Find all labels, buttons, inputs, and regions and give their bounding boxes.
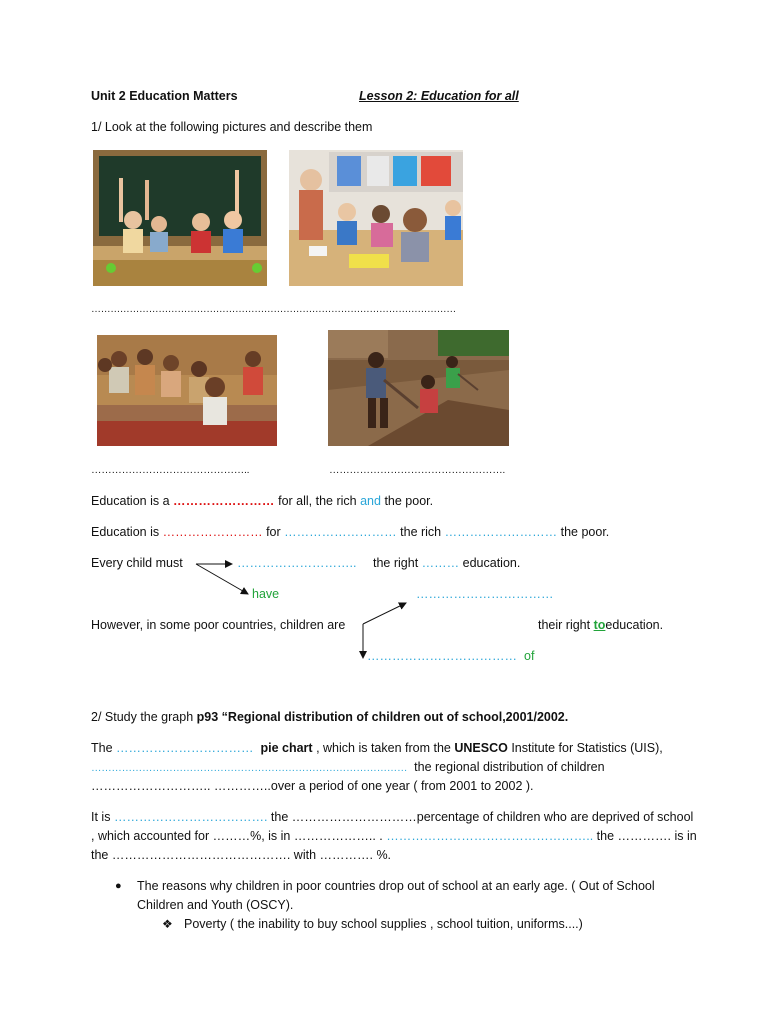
line-5-blank: ………………………………………….. bbox=[386, 829, 594, 843]
line-1-blank: …………………………… bbox=[116, 741, 254, 755]
line-4-rest: the …………………………percentage of children who are deprived of school bbox=[270, 810, 694, 824]
sentence-2-blank-3: ……………………… bbox=[444, 525, 558, 539]
question-2-prompt bbox=[91, 709, 568, 725]
diamond-bullet-icon: ❖ bbox=[162, 917, 173, 931]
line-2-blank: ………………………………………………………………………………… bbox=[91, 762, 408, 774]
line-4-start: It is bbox=[91, 810, 111, 824]
answer-dots-right: ……………………………………………. bbox=[329, 464, 506, 476]
sentence-3-blank-2: ……… bbox=[421, 556, 460, 570]
sentence-3-blank-1: ……………………….. bbox=[237, 556, 357, 570]
sentence-4-end bbox=[538, 617, 663, 633]
sentence-4-education: education. bbox=[605, 618, 664, 632]
bullet-reasons-line-2: Children and Youth (OSCY). bbox=[137, 898, 294, 912]
sentence-2-rich: the rich bbox=[400, 525, 442, 539]
sentence-2-for: for bbox=[266, 525, 281, 539]
line-2-rest: the regional distribution of children bbox=[414, 760, 605, 774]
sentence-4-start: However, in some poor countries, children are bbox=[91, 618, 346, 632]
line-1-the: The bbox=[91, 741, 113, 755]
sentence-3-education: education. bbox=[462, 556, 521, 570]
line-1-rest-2: Institute for Statistics (UIS), bbox=[511, 741, 663, 755]
line-4-blank: ………………………………. bbox=[113, 810, 268, 824]
sentence-2-start: Education is bbox=[91, 525, 160, 539]
sentence-4-blank-bottom: ……………………………… bbox=[367, 649, 517, 663]
paragraph-line-3: ……………………….. …………..over a period of one year ( from 2001 to 2002 ). bbox=[91, 779, 534, 793]
arrow-to-have bbox=[196, 564, 248, 594]
line-1-unesco: UNESCO bbox=[454, 741, 508, 755]
line-1-rest-1: , which is taken from the bbox=[316, 741, 451, 755]
sentence-2-poor: the poor. bbox=[560, 525, 610, 539]
answer-dots-left: ……………………………………….. bbox=[91, 464, 250, 476]
line-5-rest: the …………. is in bbox=[596, 829, 697, 843]
bullet-dot-icon: ● bbox=[115, 880, 122, 892]
paragraph-line-2 bbox=[91, 759, 605, 776]
sentence-3-start: Every child must bbox=[91, 556, 183, 570]
unit-title: Unit 2 Education Matters bbox=[91, 89, 238, 103]
sentence-1-middle: for all, the rich bbox=[278, 494, 357, 508]
bullet-reasons-line-1: The reasons why children in poor countries drop out of school at an early age. ( Out of School bbox=[137, 879, 655, 893]
line-5-start: , which accounted for ………%, is in ……………….. . bbox=[91, 829, 383, 843]
arrow-up-right bbox=[363, 603, 406, 624]
question-2-title: “Regional distribution of children out of school,2001/2002. bbox=[218, 710, 569, 724]
sentence-3-the-right: the right bbox=[373, 556, 419, 570]
sentence-4-their-right: their right bbox=[538, 618, 591, 632]
sub-bullet-poverty-text: Poverty ( the inability to buy school supplies , school tuition, uniforms....) bbox=[184, 917, 583, 931]
paragraph-line-1 bbox=[91, 740, 663, 756]
answer-dots-line-1: …………………………………………………………………………………………………… bbox=[91, 304, 456, 315]
line-1-pie-chart: pie chart bbox=[260, 741, 313, 755]
question-2-page: p93 bbox=[196, 710, 219, 724]
lesson-title: Lesson 2: Education for all bbox=[359, 89, 519, 103]
paragraph-line-4 bbox=[91, 809, 693, 825]
sentence-4-blank-top: …………………………… bbox=[416, 587, 554, 601]
sentence-2-blank-2: ……………………… bbox=[284, 525, 397, 539]
sentence-2-blank-1: …………………… bbox=[162, 525, 263, 539]
paragraph-line-6: the ……………………………………. with …………. %. bbox=[91, 848, 392, 862]
sentence-4-answer-of: of bbox=[524, 649, 535, 663]
question-1-prompt: 1/ Look at the following pictures and describe them bbox=[91, 120, 373, 134]
question-2-prefix: 2/ Study the graph bbox=[91, 710, 197, 724]
sentence-3-answer-have: have bbox=[252, 587, 280, 601]
sentence-1-end: the poor. bbox=[384, 494, 434, 508]
paragraph-line-5 bbox=[91, 828, 697, 844]
sentence-4-to: to bbox=[593, 618, 606, 632]
sentence-1-blank: …………………… bbox=[173, 494, 275, 508]
sentence-1-start: Education is a bbox=[91, 494, 170, 508]
sentence-1-and: and bbox=[360, 494, 381, 508]
